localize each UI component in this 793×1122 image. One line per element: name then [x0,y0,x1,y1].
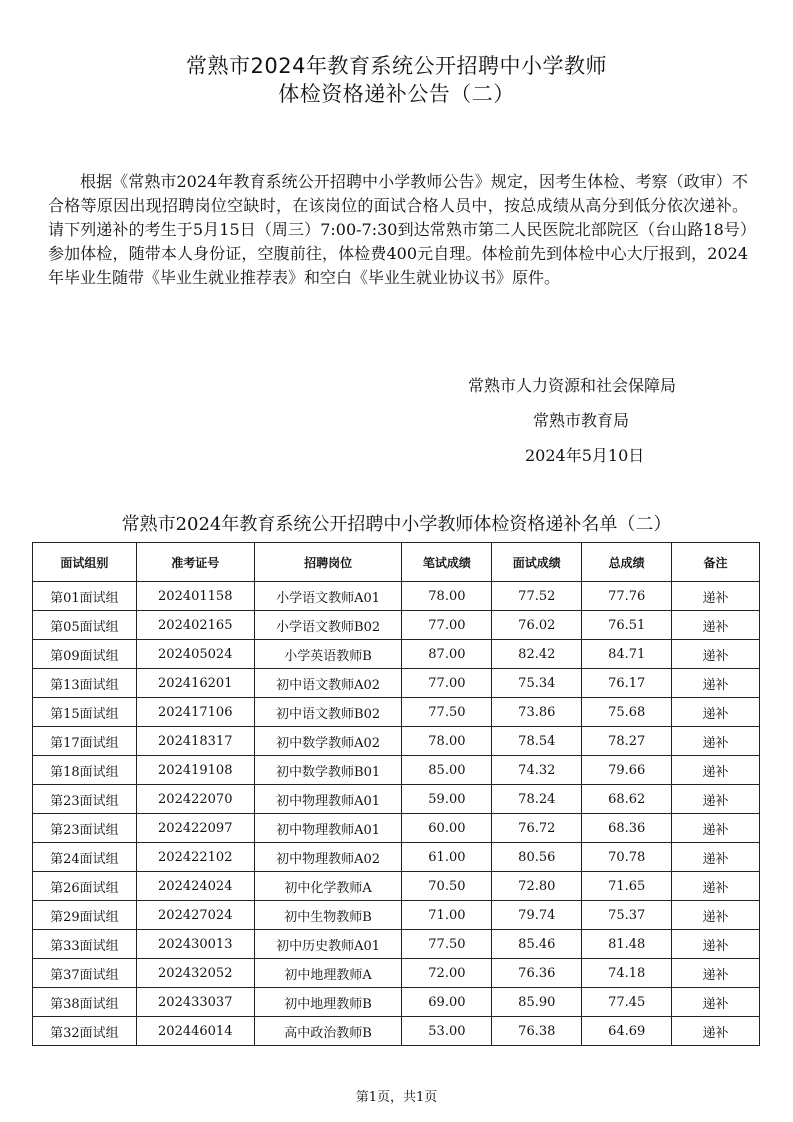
table-cell: 第32面试组 [33,1017,137,1046]
table-cell: 202427024 [136,901,254,930]
table-cell: 初中化学教师A [254,872,402,901]
table-cell: 78.24 [492,785,582,814]
table-cell: 76.72 [492,814,582,843]
table-cell: 初中物理教师A01 [254,785,402,814]
table-cell: 73.86 [492,698,582,727]
table-cell: 递补 [672,988,760,1017]
table-row [33,988,760,1017]
table-cell: 第09面试组 [33,640,137,669]
table-cell: 初中语文教师A02 [254,669,402,698]
table-cell: 高中政治教师B [254,1017,402,1046]
table-cell: 76.02 [492,611,582,640]
table-cell: 74.32 [492,756,582,785]
table-cell: 第38面试组 [33,988,137,1017]
table-cell: 初中物理教师A01 [254,814,402,843]
table-cell: 68.62 [582,785,672,814]
table-cell: 递补 [672,611,760,640]
table-cell: 递补 [672,814,760,843]
table-cell: 76.38 [492,1017,582,1046]
table-cell: 202419108 [136,756,254,785]
table-cell: 第26面试组 [33,872,137,901]
table-cell: 小学语文教师B02 [254,611,402,640]
column-header: 备注 [672,543,760,582]
table-cell: 78.27 [582,727,672,756]
table-cell: 69.00 [402,988,492,1017]
table-cell: 第13面试组 [33,669,137,698]
table-cell: 64.69 [582,1017,672,1046]
table-cell: 77.45 [582,988,672,1017]
table-cell: 77.76 [582,582,672,611]
page-footer: 第1页，共1页 [355,1090,438,1105]
table-row [33,785,760,814]
table-cell: 202446014 [136,1017,254,1046]
table-cell: 202401158 [136,582,254,611]
table-cell: 85.46 [492,930,582,959]
table-cell: 202418317 [136,727,254,756]
column-header: 笔试成绩 [402,543,492,582]
table-body [33,582,760,1046]
table-cell: 77.52 [492,582,582,611]
table-cell: 初中物理教师A02 [254,843,402,872]
table-cell: 递补 [672,756,760,785]
table-row [33,1017,760,1046]
table-cell: 第05面试组 [33,611,137,640]
table-cell: 第17面试组 [33,727,137,756]
table-cell: 202422070 [136,785,254,814]
table-cell: 第29面试组 [33,901,137,930]
table-cell: 85.00 [402,756,492,785]
table-cell: 初中语文教师B02 [254,698,402,727]
table-cell: 第01面试组 [33,582,137,611]
table-cell: 202416201 [136,669,254,698]
table-header-row [33,543,760,582]
table-row [33,727,760,756]
table-cell: 70.78 [582,843,672,872]
column-header: 面试成绩 [492,543,582,582]
table-cell: 70.50 [402,872,492,901]
table-row [33,959,760,988]
table-cell: 第24面试组 [33,843,137,872]
table-cell: 第23面试组 [33,785,137,814]
column-header: 招聘岗位 [254,543,402,582]
table-cell: 202433037 [136,988,254,1017]
table-cell: 初中生物教师B [254,901,402,930]
table-row [33,901,760,930]
table-cell: 小学语文教师A01 [254,582,402,611]
table-cell: 81.48 [582,930,672,959]
page-title-line1: 常熟市2024年教育系统公开招聘中小学教师 [186,54,607,78]
table-cell: 递补 [672,959,760,988]
table-cell: 202422102 [136,843,254,872]
table-row [33,843,760,872]
table-cell: 87.00 [402,640,492,669]
table-cell: 77.50 [402,930,492,959]
table-cell: 递补 [672,872,760,901]
table-cell: 77.50 [402,698,492,727]
table-cell: 53.00 [402,1017,492,1046]
page-title-line2: 体检资格递补公告（二） [278,82,515,106]
table-cell: 第37面试组 [33,959,137,988]
table-cell: 初中地理教师B [254,988,402,1017]
table-cell: 递补 [672,843,760,872]
table-cell: 第18面试组 [33,756,137,785]
table-cell: 75.68 [582,698,672,727]
column-header: 准考证号 [136,543,254,582]
table-title: 常熟市2024年教育系统公开招聘中小学教师体检资格递补名单（二） [121,514,672,535]
table-cell: 76.36 [492,959,582,988]
table-cell: 84.71 [582,640,672,669]
column-header: 面试组别 [33,543,137,582]
table-cell: 第15面试组 [33,698,137,727]
table-cell: 60.00 [402,814,492,843]
table-cell: 初中数学教师B01 [254,756,402,785]
table-cell: 202422097 [136,814,254,843]
table-cell: 初中地理教师A [254,959,402,988]
table-cell: 递补 [672,669,760,698]
table-cell: 78.00 [402,582,492,611]
table-row [33,640,760,669]
notice-paragraph: 根据《常熟市2024年教育系统公开招聘中小学教师公告》规定，因考生体检、考察（政审）不合格等原因出现招聘岗位空缺时，在该岗位的面试合格人员中，按总成绩从高分到低分依次递补。请下列递补的考生于5月15日（周三）7:00-7:30到达常熟市第二人民医院北部院区（台山路18号）参加体检，随带本人身份证，空腹前往，体检费400元自理。体检前先到体检中心大厅报到，2024年毕业生随带《毕业生就业推荐表》和空白《毕业生就业协议书》原件。 [48,172,748,287]
table-cell: 202405024 [136,640,254,669]
table-row [33,872,760,901]
table-cell: 85.90 [492,988,582,1017]
table-cell: 82.42 [492,640,582,669]
table-cell: 78.00 [402,727,492,756]
table-cell: 递补 [672,727,760,756]
table-cell: 59.00 [402,785,492,814]
table-row [33,756,760,785]
table-cell: 小学英语教师B [254,640,402,669]
table-cell: 递补 [672,1017,760,1046]
table-row [33,930,760,959]
table-cell: 76.51 [582,611,672,640]
table-row [33,611,760,640]
table-cell: 80.56 [492,843,582,872]
table-cell: 递补 [672,582,760,611]
notice-body [48,170,748,290]
table-cell: 77.00 [402,611,492,640]
signature-date: 2024年5月10日 [525,446,645,465]
table-cell: 68.36 [582,814,672,843]
table-cell: 74.18 [582,959,672,988]
table-cell: 75.37 [582,901,672,930]
signature-org-hr: 常熟市人力资源和社会保障局 [468,376,677,395]
table-cell: 递补 [672,785,760,814]
table-cell: 初中历史教师A01 [254,930,402,959]
signature-org-education: 常熟市教育局 [533,411,630,430]
table-row [33,582,760,611]
table-cell: 递补 [672,930,760,959]
table-cell: 78.54 [492,727,582,756]
table-cell: 第23面试组 [33,814,137,843]
table-cell: 72.00 [402,959,492,988]
table-cell: 202417106 [136,698,254,727]
table-cell: 递补 [672,901,760,930]
table-cell: 79.74 [492,901,582,930]
column-header: 总成绩 [582,543,672,582]
table-cell: 77.00 [402,669,492,698]
table-cell: 61.00 [402,843,492,872]
table-row [33,669,760,698]
table-cell: 75.34 [492,669,582,698]
table-cell: 72.80 [492,872,582,901]
table-cell: 71.00 [402,901,492,930]
table-cell: 202402165 [136,611,254,640]
table-cell: 202432052 [136,959,254,988]
candidate-table [32,542,760,1046]
table-cell: 递补 [672,698,760,727]
table-cell: 79.66 [582,756,672,785]
table-cell: 71.65 [582,872,672,901]
table-cell: 76.17 [582,669,672,698]
table-cell: 初中数学教师A02 [254,727,402,756]
table-cell: 第33面试组 [33,930,137,959]
table-row [33,814,760,843]
table-row [33,698,760,727]
table-cell: 202424024 [136,872,254,901]
table-cell: 202430013 [136,930,254,959]
table-cell: 递补 [672,640,760,669]
